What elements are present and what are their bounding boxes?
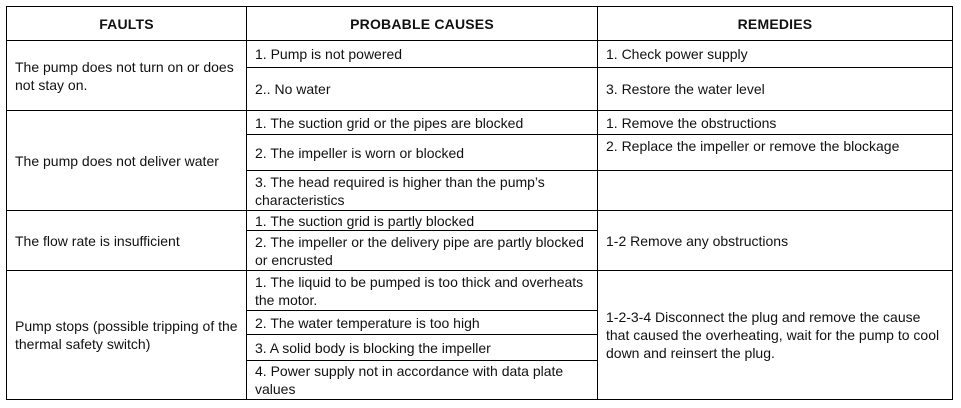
troubleshooting-table	[6, 6, 953, 400]
cause-cell: 1. The suction grid or the pipes are blocked	[255, 114, 524, 131]
cause-cell: 2. The impeller or the delivery pipe are partly blocked or encrusted	[255, 233, 584, 268]
fault-cell: The pump does not deliver water	[15, 152, 219, 169]
remedy-cell: 3. Restore the water level	[606, 81, 765, 97]
cause-cell: 3. The head required is higher than the pump’s characteristics	[255, 173, 545, 208]
cause-cell: 4. Power supply not in accordance with data plate values	[255, 363, 564, 397]
cause-cell: 1. The suction grid is partly blocked	[255, 212, 475, 229]
remedy-cell: 1-2 Remove any obstructions	[606, 232, 789, 249]
remedy-cell: 1. Check power supply	[606, 46, 748, 62]
fault-cell: The pump does not turn on or does not stay on.	[15, 58, 234, 93]
header-remedies: REMEDIES	[737, 15, 813, 32]
cause-cell: 1. The liquid to be pumped is too thick and overheats the motor.	[255, 273, 584, 308]
remedy-cell: 1. Remove the obstructions	[606, 114, 777, 131]
header-probable-causes: PROBABLE CAUSES	[350, 15, 494, 32]
remedy-cell: 2. Replace the impeller or remove the blockage	[606, 138, 900, 154]
remedy-cell: 1-2-3-4 Disconnect the plug and remove the cause that caused the overheating, wait for the pump to cool down and reinsert the plug.	[606, 309, 940, 361]
header-faults: FAULTS	[99, 15, 154, 32]
fault-cell: Pump stops (possible tripping of the thermal safety switch)	[15, 318, 238, 352]
cause-cell: 2. The water temperature is too high	[255, 314, 480, 331]
cause-cell: 2. The impeller is worn or blocked	[255, 144, 465, 161]
fault-cell: The flow rate is insufficient	[15, 232, 180, 249]
cause-cell: 1. Pump is not powered	[255, 46, 403, 62]
cause-cell: 2.. No water	[255, 81, 331, 97]
cause-cell: 3. A solid body is blocking the impeller	[255, 339, 491, 356]
